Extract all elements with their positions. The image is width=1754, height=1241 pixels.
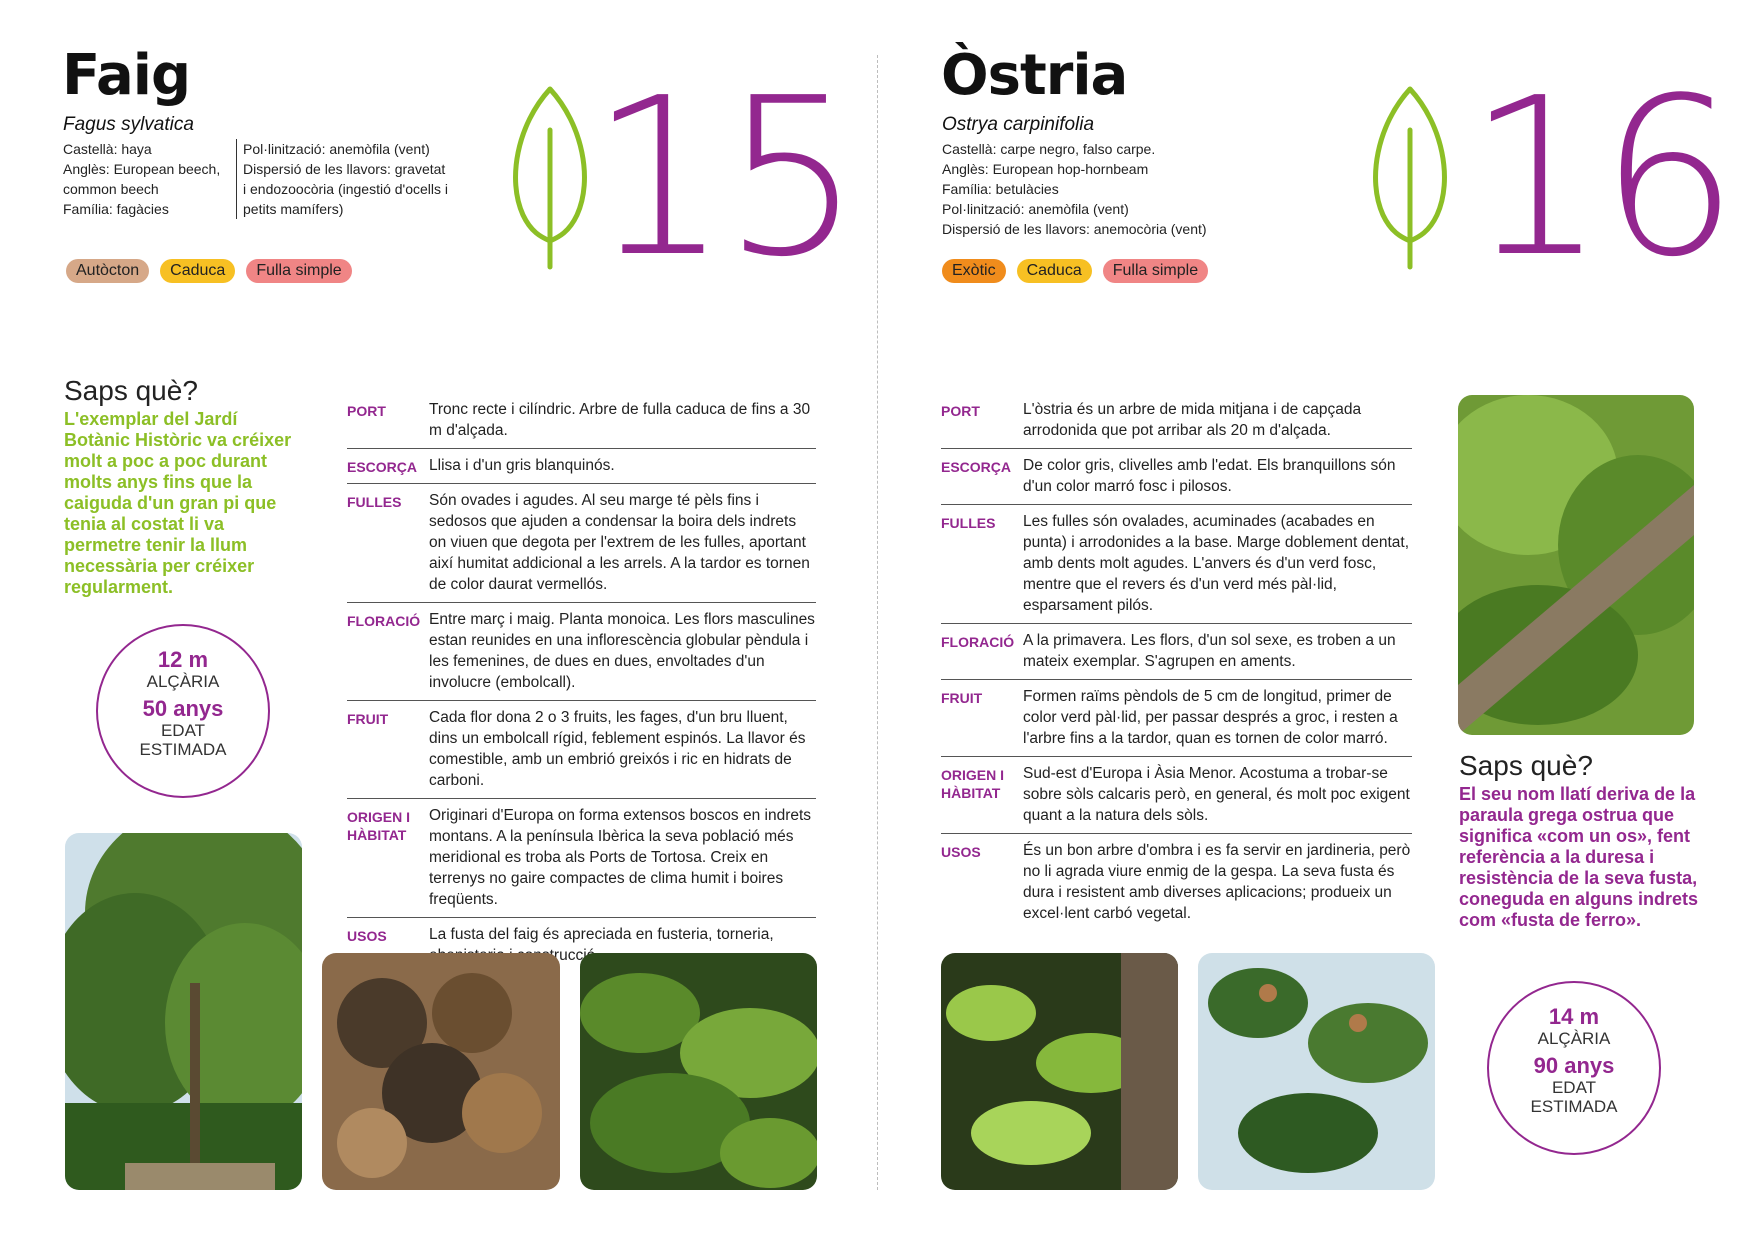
row-key: ORIGEN I HÀBITAT (941, 767, 1005, 801)
photo-trunk (1458, 395, 1694, 735)
tag-list (942, 259, 1208, 283)
row-value: Cada flor dona 2 o 3 fruits, les fages, d'un bru lluent, dins un embolcall rígid, feblement espinós. La llavor és comestible, amb un embrió greixós i ric en hidrats de carboni. (429, 709, 806, 789)
info-table (347, 393, 816, 973)
stat-height: 14 m (1548, 1004, 1600, 1029)
row-key: FLORACIÓ (941, 634, 1015, 650)
latin-name: Ostrya carpinifolia (942, 114, 1095, 135)
saps-text: L'exemplar del Jardí Botànic Històric va créixer molt a poc a poc durant molts anys fins que la caiguda d'un gran pi que tenia al costat li va permetre tenir la llum necessària per créixer regularment. (64, 409, 292, 597)
meta-col-2 (236, 139, 448, 219)
row-key: USOS (347, 928, 387, 944)
meta-line: petits mamífers) (243, 201, 344, 217)
stats-circle (96, 624, 270, 798)
row-value: Entre març i maig. Planta monoica. Les flors masculines estan reunides en una inflorescència globular pèndula i les femenines, de dues en dues, envoltades d'un involucre (embolcall). (429, 611, 815, 691)
tag-leaf-form: Fulla simple (1103, 259, 1208, 283)
latin-name: Fagus sylvatica (63, 114, 194, 135)
page-ostria (877, 0, 1754, 1241)
row-key: PORT (347, 403, 386, 419)
info-table (941, 393, 1412, 931)
row-key: FLORACIÓ (347, 613, 421, 629)
row-value: Sud-est d'Europa i Àsia Menor. Acostuma a trobar-se sobre sòls calcaris però, en general, és molt poc exigent quant a la natura dels sòls. (1023, 765, 1410, 824)
row-key: ORIGEN I HÀBITAT (347, 809, 411, 843)
row-key: PORT (941, 403, 980, 419)
row-value: Són ovades i agudes. Al seu marge té pèls fins i sedosos que ajuden a condensar la boira dels indrets on viuen que degota per l'extrem de les fulles, aportant així humitat addicional a les arrels. A la tardor es tornen de color daurat vermellós. (429, 492, 810, 593)
info-row-escorca (941, 449, 1412, 505)
info-row-usos (941, 834, 1412, 931)
tag-origin: Exòtic (942, 259, 1006, 283)
meta-line: Dispersió de les llavors: anemocòria (vent) (942, 221, 1207, 237)
tag-leaf-type: Caduca (1017, 259, 1092, 283)
info-row-origen (347, 799, 816, 918)
species-title: Faig (62, 43, 191, 108)
row-value: Originari d'Europa on forma extensos boscos en indrets montans. A la península Ibèrica la seva població més meridional es troba als Ports de Tortosa. Creix en terrenys no gaire compactes de clima humit i boires freqüents. (429, 807, 812, 908)
row-key: USOS (941, 844, 981, 860)
info-row-escorca (347, 449, 816, 484)
row-key: FULLES (347, 494, 402, 510)
photo-leaves-branch (941, 953, 1178, 1190)
stats-circle (1487, 981, 1661, 1155)
row-value: Llisa i d'un gris blanquinós. (429, 457, 615, 474)
species-title: Òstria (941, 43, 1128, 108)
row-value: La fusta del faig és apreciada en fusteria, torneria, construcció. (429, 926, 774, 964)
row-value: Les fulles són ovalades, acuminades (acabades en punta) i arrodonides a la base. Marge doblement dentat, amb dents molt agudes. L'anvers és d'un verd fosc, mentre que el revers és d'un verd més pàl·lid, esparsament pilós. (1023, 513, 1410, 614)
row-value: A la primavera. Les flors, d'un sol sexe, es troben a un mateix exemplar. S'agrupen en aments. (1023, 632, 1396, 670)
row-key: FULLES (941, 515, 996, 531)
meta-line: Castellà: haya (63, 141, 152, 157)
photo-catkins (1198, 953, 1435, 1190)
leaf-icon (505, 85, 595, 270)
info-row-fulles (941, 505, 1412, 624)
meta-line: Família: fagàcies (63, 201, 169, 217)
tree-number: 16 (1467, 52, 1733, 305)
tag-leaf-form: Fulla simple (246, 259, 351, 283)
photo-fruits (322, 953, 560, 1190)
stat-height: 12 m (157, 647, 209, 672)
saps-text: El seu nom llatí deriva de la paraula grega ostrua que significa «com un os», fent referència a la duresa i resistència de la seva fusta, coneguda en alguns indrets com «fusta de ferro». (1459, 784, 1699, 930)
meta-line: Anglès: European hop-hornbeam (942, 161, 1149, 177)
info-row-origen (941, 757, 1412, 834)
leaf-icon (1365, 85, 1455, 270)
photo-leaves (580, 953, 817, 1190)
meta-col-1 (63, 139, 220, 219)
row-key: ESCORÇA (347, 459, 418, 475)
stat-age-label: EDAT ESTIMADA (1530, 1078, 1618, 1116)
stat-height-label: ALÇÀRIA (146, 672, 220, 691)
info-row-port (347, 393, 816, 449)
meta-line: Anglès: European beech, (63, 161, 221, 177)
info-row-fruit (941, 680, 1412, 757)
stat-age: 90 anys (1533, 1053, 1615, 1078)
info-row-fruit (347, 701, 816, 799)
stat-age: 50 anys (142, 696, 224, 721)
row-value: És un bon arbre d'ombra i es fa servir en jardineria, però no li agrada viure enmig de la gespa. La seva fusta és dura i resistent amb diverses aplicacions; produeix un excel·lent carbó vegetal. (1023, 842, 1411, 922)
info-row-port (941, 393, 1412, 449)
row-value: L'òstria és un arbre de mida mitjana i de capçada arrodonida que pot arribar als 20 m d'alçada. (1023, 401, 1362, 439)
meta-line: common beech (63, 181, 159, 197)
meta-list (942, 139, 1207, 239)
tree-number: 15 (590, 52, 856, 305)
row-value: Tronc recte i cilíndric. Arbre de fulla caduca de fins a 30 m d'alçada. (429, 401, 811, 439)
meta-line: Castellà: carpe negro, falso carpe. (942, 141, 1156, 157)
info-row-floracio (347, 603, 816, 701)
tag-origin: Autòcton (66, 259, 149, 283)
meta-line: i endozoocòria (ingestió d'ocells i (243, 181, 449, 197)
meta-line: Pol·linització: anemòfila (vent) (243, 141, 430, 157)
tag-list (66, 259, 352, 283)
row-value: De color gris, clivelles amb l'edat. Els branquillons són d'un color marró fosc i pilosos. (1023, 457, 1396, 495)
meta-line: Família: betulàcies (942, 181, 1059, 197)
row-key: FRUIT (347, 711, 389, 727)
photo-tree (65, 833, 302, 1190)
row-key: FRUIT (941, 690, 983, 706)
stat-height-label: ALÇÀRIA (1537, 1029, 1611, 1048)
info-row-fulles (347, 484, 816, 603)
tag-leaf-type: Caduca (160, 259, 235, 283)
row-value: Formen raïms pèndols de 5 cm de longitud, primer de color verd pàl·lid, per passar després a groc, i resten a l'arbre fins a la tardor, quan es tornen de color marró. (1023, 688, 1398, 747)
row-key: ESCORÇA (941, 459, 1012, 475)
saps-heading: Saps què? (64, 375, 198, 406)
meta-line: Pol·linització: anemòfila (vent) (942, 201, 1129, 217)
stat-age-label: EDAT ESTIMADA (139, 721, 227, 759)
meta-line: Dispersió de les llavors: gravetat (243, 161, 446, 177)
info-row-floracio (941, 624, 1412, 680)
saps-heading: Saps què? (1459, 750, 1593, 781)
